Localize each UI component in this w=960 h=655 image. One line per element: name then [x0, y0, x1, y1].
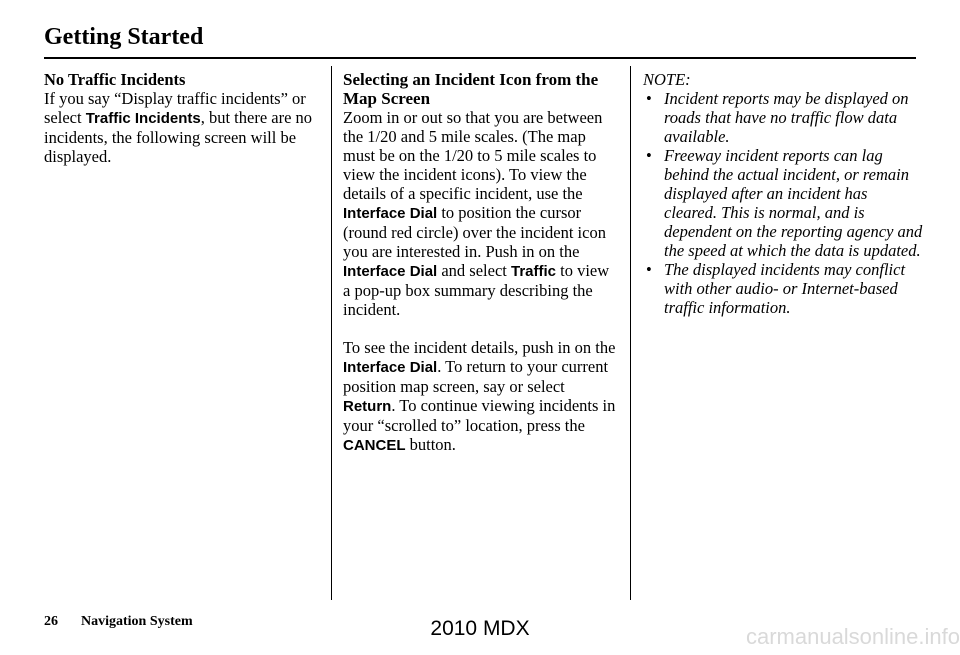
column-2: [343, 70, 618, 455]
header-rule: [44, 57, 916, 59]
footer-model: 2010 MDX: [430, 617, 530, 640]
ui-term-interface-dial: Interface Dial: [343, 359, 438, 376]
section-heading-no-traffic: No Traffic Incidents: [44, 70, 186, 89]
note-item: • The displayed incidents may conflict with other audio- or Internet-based traffic information.: [643, 260, 923, 317]
footer-section-title: Navigation System: [81, 614, 193, 629]
ui-term-interface-dial: Interface Dial: [343, 205, 438, 222]
note-list: [643, 89, 923, 317]
page-number: 26: [44, 614, 58, 629]
note-item: • Incident reports may be displayed on roads that have no traffic flow data available.: [643, 89, 923, 146]
paragraph-incident-details: To see the incident details, push in on the Interface Dial. To return to your current position map screen, say or select Return. To continue viewing incidents in your “scrolled to” location, press the CANCEL button.: [343, 338, 616, 454]
paragraph-selecting-incident: Zoom in or out so that you are between the 1/20 and 5 mile scales. (The map must be on the 1/20 to 5 mile scales to view the incident icons). To view the details of a specific incident, use the Interface Dial to position the cursor (round red circle) over the incident icon you are interested in. Push in on the Interface Dial and select Traffic to view a pop-up box summary describing the incident.: [343, 108, 610, 319]
note-label: NOTE:: [643, 70, 691, 89]
ui-term-traffic-incidents: Traffic Incidents: [85, 110, 201, 127]
ui-term-interface-dial: Interface Dial: [343, 263, 438, 280]
page-title: Getting Started: [44, 24, 204, 50]
ui-term-return: Return: [343, 398, 392, 415]
watermark: carmanualsonline.info: [745, 624, 960, 649]
note-item: • Freeway incident reports can lag behind the actual incident, or remain displayed after an incident has cleared. This is normal, and is dependent on the reporting agency and the speed at which the data is updated.: [643, 146, 923, 260]
ui-term-traffic: Traffic: [510, 263, 556, 280]
column-divider-2: [630, 66, 631, 600]
column-1: [44, 70, 319, 166]
column-divider-1: [331, 66, 332, 600]
section-heading-selecting-incident: Selecting an Incident Icon from the Map Screen: [343, 70, 599, 108]
paragraph-no-traffic: If you say “Display traffic incidents” or select Traffic Incidents, but there are no incidents, the following screen will be displayed.: [44, 89, 313, 166]
ui-term-cancel: CANCEL: [343, 437, 406, 454]
column-3: [643, 70, 923, 317]
